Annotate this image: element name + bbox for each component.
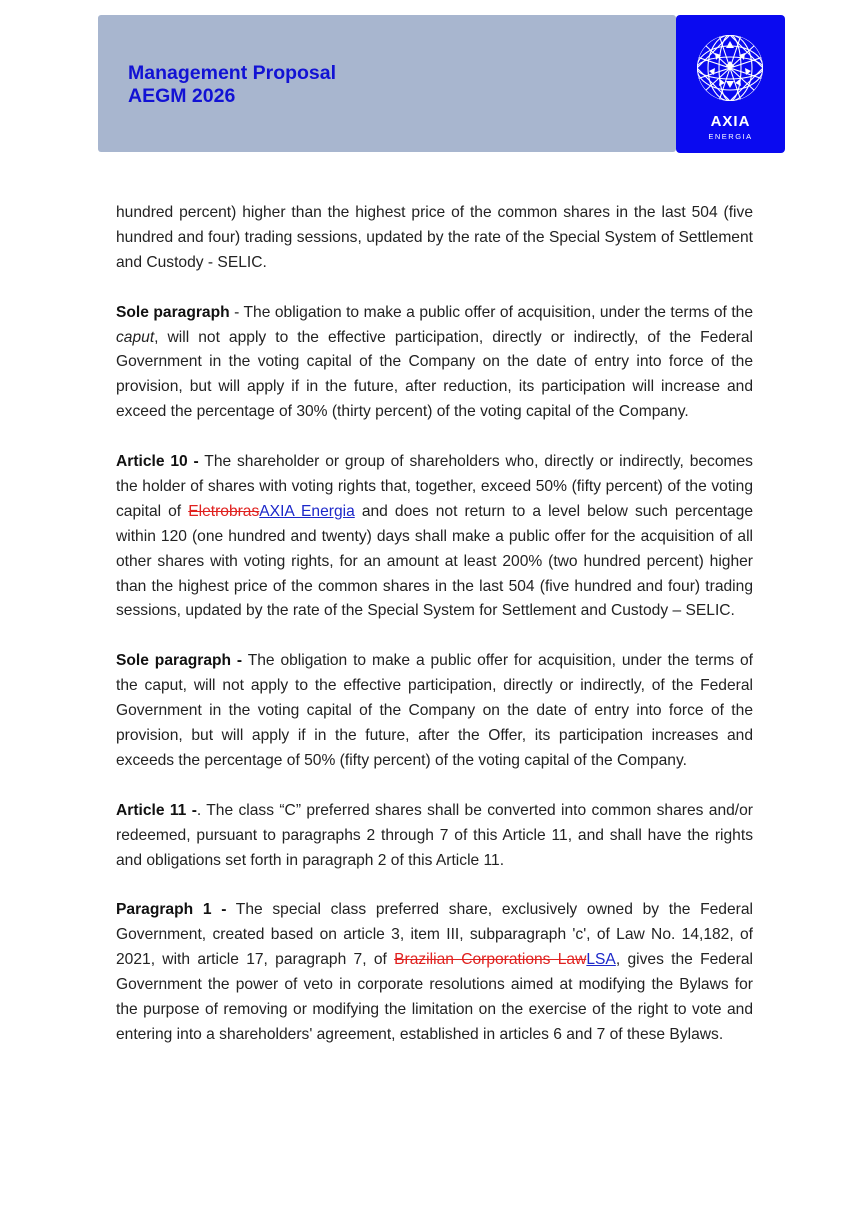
paragraph-3-label: Article 10 - xyxy=(116,453,199,471)
paragraph-2-label: Sole paragraph xyxy=(116,303,230,321)
paragraph-2 xyxy=(116,301,753,426)
paragraph-4 xyxy=(116,649,753,774)
company-logo xyxy=(676,15,785,153)
paragraph-5-label: Article 11 - xyxy=(116,801,197,819)
paragraph-6-text-b: , gives the Federal Government the power of veto in corporate resolutions aimed at modifying the Bylaws for the purpose of removing or modifying the limitation on the exercise of the right to vote and entering into a shareholders' agreement, established in articles 6 and 7 of these Bylaws. xyxy=(116,951,753,1043)
paragraph-2-italic: caput xyxy=(116,328,155,346)
paragraph-6-inserted: LSA xyxy=(586,951,616,969)
paragraph-3-text-a: The shareholder or group of shareholders who, directly or indirectly, becomes the holder of shares with voting rights that, together, exceed 50% (fifty percent) of the voting capital of xyxy=(116,453,753,520)
paragraph-6-text-a: The special class preferred share, exclusively owned by the Federal Government, created based on article 3, item III, subparagraph 'c', of Law No. 14,182, of 2021, with article 17, paragraph 7, of xyxy=(116,901,753,969)
paragraph-3 xyxy=(116,450,753,624)
paragraph-3-text-b: and does not return to a level below such percentage within 120 (one hundred and twenty) days shall make a public offer for the acquisition of all other shares with voting rights, for an amount at least 200% (two hundred percent) higher than the highest price of the common shares in the last 504 (five hundred and four) trading sessions, updated by the rate of the Special System for Settlement and Custody – SELIC. xyxy=(116,502,754,620)
title-line-2: AEGM 2026 xyxy=(128,85,236,107)
paragraph-5 xyxy=(116,799,753,874)
paragraph-1-text: hundred percent) higher than the highest price of the common shares in the last 504 (five hundred and four) trading sessions, updated by the rate of the Special System of Settlement and Custody - SELIC. xyxy=(116,204,753,271)
page-title xyxy=(128,62,336,108)
paragraph-2-text-a: - The obligation to make a public offer of acquisition, under the terms of the xyxy=(229,303,754,321)
paragraph-4-text: The obligation to make a public offer for acquisition, under the terms of the caput, will not apply to the effective participation, directly or indirectly, of the Federal Government in the voting capital of the Company on the date of entry into force of the provision, but will apply if in the future, after the Offer, its participation increases and exceeds the percentage of 50% (fifty percent) of the voting capital of the Company. xyxy=(116,652,754,769)
paragraph-3-inserted: AXIA Energia xyxy=(259,502,355,520)
logo-subtitle: ENERGIA xyxy=(708,132,753,141)
paragraph-1 xyxy=(116,201,753,276)
logo-name: AXIA xyxy=(710,113,751,130)
paragraph-6-label: Paragraph 1 - xyxy=(116,901,227,919)
paragraph-6-deleted: Brazilian Corporations Law xyxy=(394,951,587,969)
title-line-1: Management Proposal xyxy=(128,62,337,84)
paragraph-4-label: Sole paragraph - xyxy=(116,652,243,670)
paragraph-2-text-b: , will not apply to the effective participation, directly or indirectly, of the Federal Government in the voting capital of the Company on the date of entry into force of the provision, but will apply if in the future, after reduction, its participation will increase and exceed the percentage of 30% (thirty percent) of the voting capital of the Company. xyxy=(116,328,753,421)
globe-logo-icon xyxy=(695,33,765,103)
paragraph-5-text: . The class “C” preferred shares shall be converted into common shares and/or redeemed, pursuant to paragraphs 2 through 7 of this Article 11, and shall have the rights and obligations set forth in paragraph 2 of this Article 11. xyxy=(116,801,753,869)
document-body xyxy=(116,201,753,1073)
paragraph-3-deleted: Eletrobras xyxy=(188,502,260,520)
paragraph-6 xyxy=(116,898,753,1047)
